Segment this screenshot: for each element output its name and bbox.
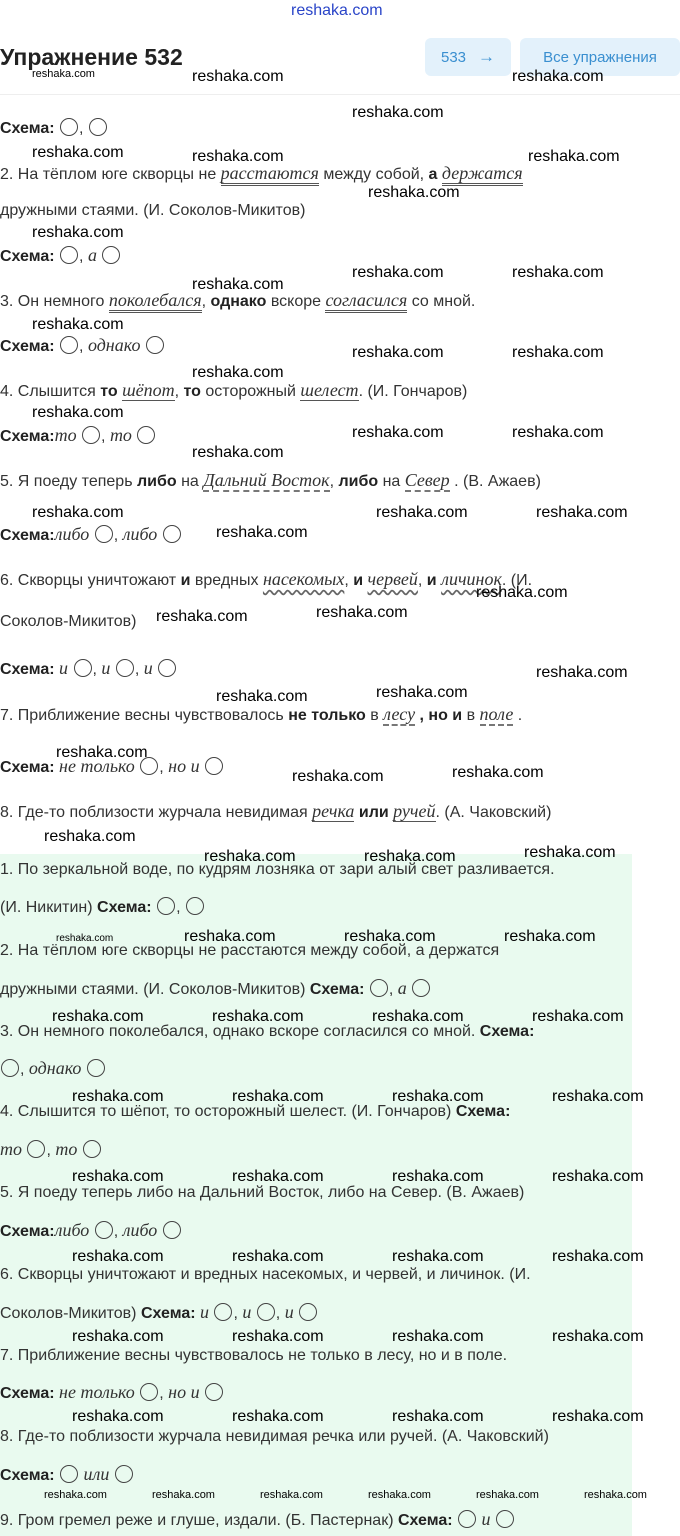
watermark: reshaka.com (216, 688, 308, 705)
watermark: reshaka.com (536, 504, 628, 521)
watermark: reshaka.com (392, 1328, 484, 1345)
watermark: reshaka.com (44, 1489, 107, 1501)
scheme-circle (163, 525, 181, 543)
watermark: reshaka.com (56, 744, 148, 761)
answer-9-line-1: 9. Гром гремел реже и глуше, издали. (Б. Пастернак) Схема: и (0, 1509, 515, 1530)
watermark: reshaka.com (536, 664, 628, 681)
sentence-4: 4. Слышится то шёпот, то осторожный шелест. (И. Гончаров) (0, 380, 468, 400)
scheme-circle (370, 979, 388, 997)
watermark: reshaka.com (232, 1408, 324, 1425)
sentence-5: 5. Я поеду теперь либо на Дальний Восток, либо на Север . (В. Ажаев) (0, 470, 541, 490)
scheme-circle (87, 1059, 105, 1077)
arrow-right-icon: → (478, 47, 496, 66)
watermark: reshaka.com (52, 1008, 144, 1025)
scheme-circle (95, 525, 113, 543)
watermark: reshaka.com (512, 344, 604, 361)
watermark: reshaka.com (392, 1408, 484, 1425)
schema-7: Схема: не только , но и (0, 756, 224, 777)
scheme-circle (140, 1383, 158, 1401)
answer-3-line-1: 3. Он немного поколебался, однако вскоре согласился со мной. Схема: (0, 1023, 535, 1040)
watermark: reshaka.com (192, 148, 284, 165)
watermark: reshaka.com (392, 1168, 484, 1185)
watermark: reshaka.com (72, 1248, 164, 1265)
watermark: reshaka.com (552, 1408, 644, 1425)
watermark: reshaka.com (552, 1088, 644, 1105)
answer-2-line-2: дружными стаями. (И. Соколов-Микитов) Схема: , а (0, 978, 431, 999)
scheme-circle (60, 118, 78, 136)
schema-4: Схема:то , то (0, 425, 156, 446)
schema-3: Схема: , однако (0, 335, 165, 356)
watermark: reshaka.com (372, 1008, 464, 1025)
sentence-8: 8. Где-то поблизости журчала невидимая речка или ручей. (А. Чаковский) (0, 801, 552, 821)
scheme-circle (146, 336, 164, 354)
scheme-circle (158, 659, 176, 677)
all-exercises-button[interactable]: Все упражнения (520, 38, 680, 76)
watermark: reshaka.com (192, 444, 284, 461)
watermark: reshaka.com (72, 1328, 164, 1345)
watermark: reshaka.com (452, 764, 544, 781)
scheme-circle (60, 246, 78, 264)
scheme-circle (89, 118, 107, 136)
watermark: reshaka.com (32, 144, 124, 161)
header-divider (0, 94, 680, 95)
watermark: reshaka.com (32, 224, 124, 241)
site-logo[interactable]: reshaka.com (291, 2, 383, 19)
watermark: reshaka.com (524, 844, 616, 861)
watermark: reshaka.com (44, 828, 136, 845)
answer-6-line-2: Соколов-Микитов) Схема: и , и , и (0, 1302, 318, 1323)
watermark: reshaka.com (584, 1489, 647, 1501)
watermark: reshaka.com (212, 1008, 304, 1025)
watermark: reshaka.com (232, 1168, 324, 1185)
scheme-circle (186, 897, 204, 915)
scheme-circle (163, 1221, 181, 1239)
watermark: reshaka.com (32, 504, 124, 521)
scheme-circle (116, 659, 134, 677)
watermark: reshaka.com (512, 424, 604, 441)
sentence-6-line-2: Соколов-Микитов) (0, 613, 137, 630)
watermark: reshaka.com (32, 316, 124, 333)
next-label: 533 (440, 48, 467, 66)
sentence-2-line-2: дружными стаями. (И. Соколов-Микитов) (0, 202, 306, 219)
watermark: reshaka.com (192, 276, 284, 293)
answer-5-line-2: Схема:либо , либо (0, 1220, 182, 1241)
watermark: reshaka.com (376, 504, 468, 521)
answer-6-line-1: 6. Скворцы уничтожают и вредных насекомых, и червей, и личинок. (И. (0, 1266, 531, 1283)
answer-4-line-1: 4. Слышится то шёпот, то осторожный шелест. (И. Гончаров) Схема: (0, 1103, 511, 1120)
next-exercise-button[interactable] (425, 38, 511, 76)
watermark: reshaka.com (528, 148, 620, 165)
answer-1-line-1: 1. По зеркальной воде, по кудрям лозняка от зари алый свет разливается. (0, 861, 555, 878)
scheme-circle (82, 426, 100, 444)
watermark: reshaka.com (232, 1248, 324, 1265)
watermark: reshaka.com (552, 1168, 644, 1185)
schema-5: Схема:либо , либо (0, 524, 182, 545)
watermark: reshaka.com (32, 404, 124, 421)
watermark: reshaka.com (152, 1489, 215, 1501)
watermark: reshaka.com (72, 1088, 164, 1105)
watermark: reshaka.com (56, 933, 114, 944)
scheme-circle (60, 1465, 78, 1483)
watermark: reshaka.com (504, 928, 596, 945)
watermark: reshaka.com (192, 364, 284, 381)
scheme-circle (299, 1303, 317, 1321)
scheme-circle (257, 1303, 275, 1321)
answer-1-line-2: (И. Никитин) Схема: , (0, 897, 205, 917)
scheme-circle (412, 979, 430, 997)
watermark: reshaka.com (376, 684, 468, 701)
watermark: reshaka.com (392, 1088, 484, 1105)
watermark: reshaka.com (364, 848, 456, 865)
scheme-circle (74, 659, 92, 677)
watermark: reshaka.com (344, 928, 436, 945)
scheme-circle (1, 1059, 19, 1077)
watermark: reshaka.com (232, 1088, 324, 1105)
watermark: reshaka.com (72, 1408, 164, 1425)
watermark: reshaka.com (316, 604, 408, 621)
watermark: reshaka.com (72, 1168, 164, 1185)
watermark: reshaka.com (368, 1489, 431, 1501)
scheme-circle (115, 1465, 133, 1483)
watermark: reshaka.com (156, 608, 248, 625)
watermark: reshaka.com (392, 1248, 484, 1265)
sentence-6-line-1: 6. Скворцы уничтожают и вредных насекомых, и червей, и личинок. (И. (0, 569, 533, 589)
watermark: reshaka.com (552, 1248, 644, 1265)
answer-5-line-1: 5. Я поеду теперь либо на Дальний Восток, либо на Север. (В. Ажаев) (0, 1184, 525, 1201)
watermark: reshaka.com (204, 848, 296, 865)
watermark: reshaka.com (352, 104, 444, 121)
scheme-circle (458, 1510, 476, 1528)
answer-8-line-1: 8. Где-то поблизости журчала невидимая речка или ручей. (А. Чаковский) (0, 1428, 549, 1445)
watermark: reshaka.com (292, 768, 384, 785)
scheme-circle (157, 897, 175, 915)
scheme-circle (496, 1510, 514, 1528)
watermark: reshaka.com (184, 928, 276, 945)
watermark: reshaka.com (352, 344, 444, 361)
scheme-circle (60, 336, 78, 354)
watermark: reshaka.com (532, 1008, 624, 1025)
schema-1: Схема: , (0, 118, 108, 138)
scheme-circle (205, 757, 223, 775)
answer-3-line-2: , однако (0, 1058, 106, 1079)
schema-6: Схема: и , и , и (0, 658, 177, 679)
watermark: reshaka.com (476, 1489, 539, 1501)
watermark: reshaka.com (352, 264, 444, 281)
watermark: reshaka.com (512, 264, 604, 281)
watermark: reshaka.com (260, 1489, 323, 1501)
scheme-circle (102, 246, 120, 264)
answer-7-line-2: Схема: не только , но и (0, 1382, 224, 1403)
scheme-circle (214, 1303, 232, 1321)
answer-4-line-2: то , то (0, 1139, 102, 1160)
sentence-3: 3. Он немного поколебался, однако вскоре согласился со мной. (0, 290, 475, 311)
scheme-circle (137, 426, 155, 444)
watermark: reshaka.com (192, 68, 284, 85)
page-title: Упражнение 532 (0, 44, 183, 70)
scheme-circle (83, 1140, 101, 1158)
watermark: reshaka.com (232, 1328, 324, 1345)
watermark: reshaka.com (368, 184, 460, 201)
answer-7-line-1: 7. Приближение весны чувствовалось не только в лесу, но и в поле. (0, 1347, 508, 1364)
watermark: reshaka.com (216, 524, 308, 541)
schema-2: Схема: , а (0, 245, 121, 266)
watermark: reshaka.com (32, 68, 95, 80)
scheme-circle (95, 1221, 113, 1239)
scheme-circle (27, 1140, 45, 1158)
watermark: reshaka.com (476, 584, 568, 601)
watermark: reshaka.com (352, 424, 444, 441)
answer-8-line-2: Схема: или (0, 1464, 134, 1485)
watermark: reshaka.com (552, 1328, 644, 1345)
answer-2-line-1: 2. На тёплом юге скворцы не расстаются между собой, а держатся (0, 942, 500, 959)
scheme-circle (205, 1383, 223, 1401)
watermark: reshaka.com (512, 68, 604, 85)
sentence-7: 7. Приближение весны чувствовалось не только в лесу , но и в поле . (0, 704, 523, 724)
sentence-2-line-1: 2. На тёплом юге скворцы не расстаются между собой, а держатся (0, 163, 523, 184)
